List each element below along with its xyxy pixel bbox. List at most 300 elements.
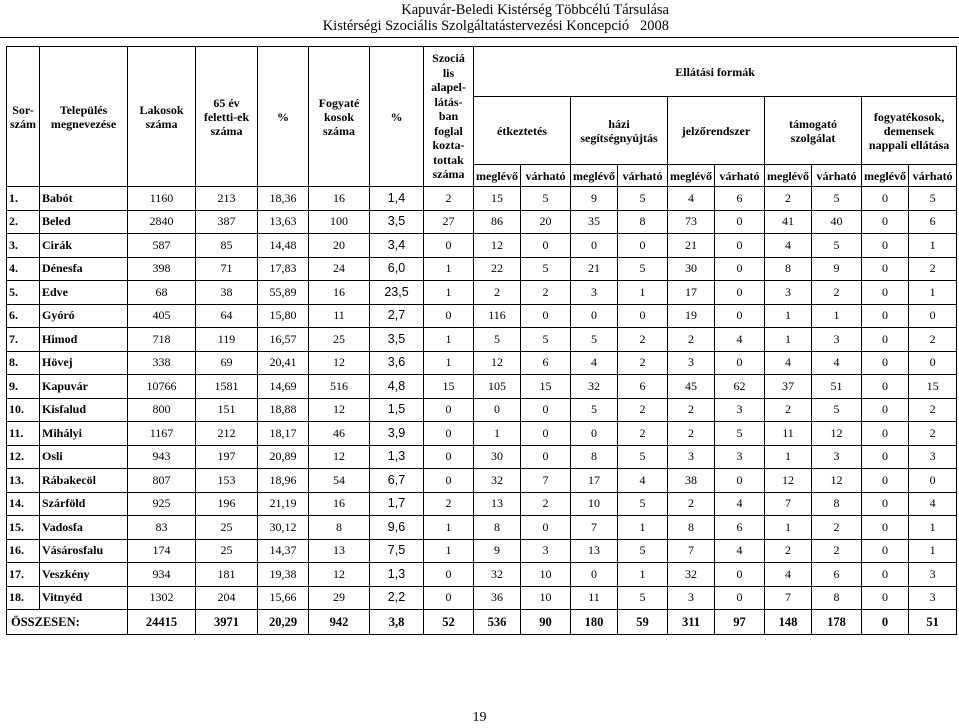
table-row <box>7 539 957 563</box>
over-65-count: 181 <box>196 563 258 587</box>
service-value: 2 <box>668 492 715 516</box>
service-value: 8 <box>474 516 521 540</box>
service-value: 0 <box>862 422 909 446</box>
row-number: 13. <box>7 469 40 493</box>
row-number: 9. <box>7 375 40 399</box>
service-value: 0 <box>862 234 909 258</box>
service-value: 2 <box>424 187 474 211</box>
service-value: 4 <box>715 539 765 563</box>
row-number: 3. <box>7 234 40 258</box>
population: 2840 <box>128 210 196 234</box>
total-service-value: 536 <box>474 610 521 635</box>
row-number: 2. <box>7 210 40 234</box>
service-value: 1 <box>424 516 474 540</box>
over-65-count: 69 <box>196 351 258 375</box>
service-value: 6 <box>715 516 765 540</box>
service-value: 4 <box>765 234 812 258</box>
population: 398 <box>128 257 196 281</box>
service-value: 1 <box>909 516 957 540</box>
service-value: 36 <box>474 586 521 610</box>
disabled-count: 12 <box>309 563 370 587</box>
table-row <box>7 210 957 234</box>
service-value: 7 <box>765 586 812 610</box>
over-65-count: 25 <box>196 516 258 540</box>
population: 174 <box>128 539 196 563</box>
settlement-name: Szárföld <box>40 492 128 516</box>
row-number: 4. <box>7 257 40 281</box>
sub-meglevo: meglévő <box>765 165 812 187</box>
service-value: 15 <box>521 375 571 399</box>
population: 934 <box>128 563 196 587</box>
service-value: 1 <box>424 328 474 352</box>
over-65-count: 151 <box>196 398 258 422</box>
col-etkeztetes: étkeztetés <box>474 97 571 165</box>
service-value: 5 <box>715 422 765 446</box>
service-value: 7 <box>571 516 618 540</box>
service-value: 0 <box>521 516 571 540</box>
col-tamogato: támogató szolgálat <box>765 97 862 165</box>
service-value: 1 <box>424 281 474 305</box>
row-number: 11. <box>7 422 40 446</box>
total-disabled: 942 <box>309 610 370 635</box>
row-number: 12. <box>7 445 40 469</box>
total-label: ÖSSZESEN: <box>7 610 128 635</box>
settlement-name: Dénesfa <box>40 257 128 281</box>
settlement-name: Gyóró <box>40 304 128 328</box>
disabled-count: 11 <box>309 304 370 328</box>
table-row <box>7 422 957 446</box>
total-population: 24415 <box>128 610 196 635</box>
settlement-name: Babót <box>40 187 128 211</box>
population: 10766 <box>128 375 196 399</box>
disabled-percent: 6,7 <box>370 469 424 493</box>
settlement-name: Edve <box>40 281 128 305</box>
service-value: 2 <box>812 516 862 540</box>
service-value: 7 <box>668 539 715 563</box>
service-value: 2 <box>474 281 521 305</box>
total-service-value: 52 <box>424 610 474 635</box>
service-value: 62 <box>715 375 765 399</box>
service-value: 0 <box>862 469 909 493</box>
service-value: 0 <box>862 351 909 375</box>
service-value: 8 <box>812 586 862 610</box>
service-value: 0 <box>715 281 765 305</box>
col-jelzorendszer: jelzőrendszer <box>668 97 765 165</box>
service-value: 6 <box>909 210 957 234</box>
service-value: 1 <box>618 516 668 540</box>
service-value: 1 <box>765 304 812 328</box>
service-value: 0 <box>521 234 571 258</box>
service-value: 6 <box>521 351 571 375</box>
header-rule <box>0 37 959 38</box>
service-value: 0 <box>862 539 909 563</box>
service-value: 22 <box>474 257 521 281</box>
over-65-percent: 15,66 <box>258 586 309 610</box>
service-value: 0 <box>862 281 909 305</box>
population: 925 <box>128 492 196 516</box>
total-over-65: 3971 <box>196 610 258 635</box>
service-value: 0 <box>521 422 571 446</box>
settlement-name: Veszkény <box>40 563 128 587</box>
disabled-count: 12 <box>309 445 370 469</box>
service-value: 5 <box>618 445 668 469</box>
service-value: 5 <box>618 539 668 563</box>
service-value: 1 <box>424 257 474 281</box>
table-row <box>7 187 957 211</box>
service-value: 4 <box>715 328 765 352</box>
col-hazi: házi segítségnyújtás <box>571 97 668 165</box>
over-65-count: 197 <box>196 445 258 469</box>
settlement-name: Vadosfa <box>40 516 128 540</box>
settlement-name: Kisfalud <box>40 398 128 422</box>
service-value: 3 <box>765 281 812 305</box>
disabled-percent: 1,4 <box>370 187 424 211</box>
service-value: 105 <box>474 375 521 399</box>
col-lakosok: Lakosok száma <box>128 47 196 187</box>
disabled-count: 516 <box>309 375 370 399</box>
settlement-name: Vásárosfalu <box>40 539 128 563</box>
service-value: 2 <box>424 492 474 516</box>
service-value: 1 <box>765 516 812 540</box>
service-value: 3 <box>909 586 957 610</box>
col-sorszam: Sor- szám <box>7 47 40 187</box>
service-value: 6 <box>618 375 668 399</box>
service-value: 0 <box>474 398 521 422</box>
population: 943 <box>128 445 196 469</box>
service-value: 3 <box>715 398 765 422</box>
service-value: 41 <box>765 210 812 234</box>
disabled-count: 16 <box>309 281 370 305</box>
sub-varhato: várható <box>715 165 765 187</box>
header-line-2: Kistérségi Szociális Szolgáltatástervezési Koncepció 2008 <box>322 18 669 34</box>
over-65-percent: 18,88 <box>258 398 309 422</box>
service-value: 7 <box>521 469 571 493</box>
service-value: 4 <box>765 351 812 375</box>
sub-meglevo: meglévő <box>474 165 521 187</box>
population: 587 <box>128 234 196 258</box>
service-value: 0 <box>715 257 765 281</box>
over-65-percent: 13,63 <box>258 210 309 234</box>
service-value: 38 <box>668 469 715 493</box>
over-65-count: 71 <box>196 257 258 281</box>
row-number: 18. <box>7 586 40 610</box>
population: 800 <box>128 398 196 422</box>
sub-varhato: várható <box>521 165 571 187</box>
document-header <box>323 2 669 34</box>
service-value: 1 <box>424 351 474 375</box>
disabled-percent: 1,5 <box>370 398 424 422</box>
col-szocialis: Szociá lis alapel-látás-ban foglal kozta-tottak száma <box>424 47 474 187</box>
total-service-value: 148 <box>765 610 812 635</box>
service-value: 2 <box>765 398 812 422</box>
row-number: 8. <box>7 351 40 375</box>
disabled-percent: 9,6 <box>370 516 424 540</box>
population: 718 <box>128 328 196 352</box>
service-value: 5 <box>618 586 668 610</box>
service-value: 0 <box>424 563 474 587</box>
col-ellatasi-formak: Ellátási formák <box>474 47 957 97</box>
service-value: 2 <box>812 281 862 305</box>
over-65-percent: 17,83 <box>258 257 309 281</box>
service-value: 1 <box>909 539 957 563</box>
disabled-count: 20 <box>309 234 370 258</box>
disabled-count: 100 <box>309 210 370 234</box>
disabled-count: 16 <box>309 187 370 211</box>
service-value: 0 <box>618 304 668 328</box>
service-value: 5 <box>618 187 668 211</box>
settlement-name: Cirák <box>40 234 128 258</box>
service-value: 5 <box>618 492 668 516</box>
total-row <box>7 610 957 635</box>
table-row <box>7 563 957 587</box>
service-value: 0 <box>715 234 765 258</box>
service-value: 1 <box>909 234 957 258</box>
table-row <box>7 586 957 610</box>
over-65-percent: 18,36 <box>258 187 309 211</box>
disabled-percent: 6,0 <box>370 257 424 281</box>
service-value: 35 <box>571 210 618 234</box>
total-service-value: 97 <box>715 610 765 635</box>
service-value: 2 <box>668 328 715 352</box>
over-65-count: 153 <box>196 469 258 493</box>
total-service-value: 311 <box>668 610 715 635</box>
over-65-count: 196 <box>196 492 258 516</box>
row-number: 10. <box>7 398 40 422</box>
service-value: 3 <box>909 445 957 469</box>
service-value: 2 <box>668 422 715 446</box>
service-value: 32 <box>668 563 715 587</box>
settlement-name: Hövej <box>40 351 128 375</box>
service-value: 0 <box>618 234 668 258</box>
service-value: 32 <box>474 563 521 587</box>
total-service-value: 0 <box>862 610 909 635</box>
service-value: 0 <box>571 234 618 258</box>
disabled-percent: 1,3 <box>370 563 424 587</box>
service-value: 3 <box>668 586 715 610</box>
service-value: 1 <box>765 328 812 352</box>
service-value: 1 <box>424 539 474 563</box>
service-value: 30 <box>474 445 521 469</box>
service-value: 2 <box>765 187 812 211</box>
row-number: 5. <box>7 281 40 305</box>
table-row <box>7 516 957 540</box>
row-number: 14. <box>7 492 40 516</box>
disabled-percent: 3,5 <box>370 210 424 234</box>
col-telepules: Település megnevezése <box>40 47 128 187</box>
service-value: 9 <box>812 257 862 281</box>
service-value: 3 <box>812 445 862 469</box>
service-value: 2 <box>668 398 715 422</box>
disabled-percent: 3,5 <box>370 328 424 352</box>
disabled-percent: 3,9 <box>370 422 424 446</box>
service-value: 11 <box>571 586 618 610</box>
service-value: 27 <box>424 210 474 234</box>
population: 405 <box>128 304 196 328</box>
disabled-percent: 3,4 <box>370 234 424 258</box>
total-disabled-percent: 3,8 <box>370 610 424 635</box>
row-number: 17. <box>7 563 40 587</box>
table-row <box>7 257 957 281</box>
service-value: 4 <box>909 492 957 516</box>
disabled-count: 25 <box>309 328 370 352</box>
over-65-count: 119 <box>196 328 258 352</box>
service-value: 12 <box>812 422 862 446</box>
service-value: 73 <box>668 210 715 234</box>
service-value: 5 <box>909 187 957 211</box>
service-value: 2 <box>909 422 957 446</box>
service-value: 6 <box>715 187 765 211</box>
over-65-count: 64 <box>196 304 258 328</box>
disabled-count: 24 <box>309 257 370 281</box>
settlement-name: Rábakecöl <box>40 469 128 493</box>
service-value: 9 <box>474 539 521 563</box>
service-value: 0 <box>424 586 474 610</box>
service-value: 15 <box>909 375 957 399</box>
service-value: 4 <box>765 563 812 587</box>
population: 68 <box>128 281 196 305</box>
service-value: 0 <box>909 469 957 493</box>
total-service-value: 90 <box>521 610 571 635</box>
service-value: 0 <box>424 398 474 422</box>
sub-varhato: várható <box>618 165 668 187</box>
service-value: 0 <box>424 234 474 258</box>
over-65-percent: 55,89 <box>258 281 309 305</box>
service-value: 7 <box>765 492 812 516</box>
service-value: 45 <box>668 375 715 399</box>
disabled-percent: 4,8 <box>370 375 424 399</box>
service-value: 12 <box>474 234 521 258</box>
service-value: 2 <box>618 422 668 446</box>
col-pct-1: % <box>258 47 309 187</box>
disabled-count: 54 <box>309 469 370 493</box>
disabled-count: 12 <box>309 398 370 422</box>
service-value: 0 <box>521 398 571 422</box>
over-65-count: 1581 <box>196 375 258 399</box>
service-value: 10 <box>521 563 571 587</box>
service-value: 2 <box>812 539 862 563</box>
service-value: 4 <box>812 351 862 375</box>
total-service-value: 178 <box>812 610 862 635</box>
population: 83 <box>128 516 196 540</box>
service-value: 32 <box>571 375 618 399</box>
over-65-percent: 15,80 <box>258 304 309 328</box>
disabled-count: 16 <box>309 492 370 516</box>
population: 338 <box>128 351 196 375</box>
service-value: 0 <box>862 586 909 610</box>
service-value: 5 <box>521 328 571 352</box>
service-value: 0 <box>862 563 909 587</box>
service-value: 4 <box>571 351 618 375</box>
total-service-value: 59 <box>618 610 668 635</box>
settlement-name: Kapuvár <box>40 375 128 399</box>
service-value: 1 <box>618 563 668 587</box>
service-value: 15 <box>474 187 521 211</box>
table-row <box>7 351 957 375</box>
service-value: 5 <box>474 328 521 352</box>
service-value: 0 <box>715 469 765 493</box>
disabled-count: 8 <box>309 516 370 540</box>
service-value: 1 <box>812 304 862 328</box>
disabled-percent: 7,5 <box>370 539 424 563</box>
over-65-percent: 30,12 <box>258 516 309 540</box>
service-value: 2 <box>618 351 668 375</box>
over-65-count: 212 <box>196 422 258 446</box>
table-row <box>7 492 957 516</box>
service-value: 2 <box>521 492 571 516</box>
table-row <box>7 281 957 305</box>
service-value: 0 <box>909 304 957 328</box>
disabled-percent: 1,7 <box>370 492 424 516</box>
service-value: 1 <box>909 281 957 305</box>
service-value: 86 <box>474 210 521 234</box>
total-service-value: 180 <box>571 610 618 635</box>
service-value: 2 <box>521 281 571 305</box>
service-value: 8 <box>668 516 715 540</box>
service-value: 0 <box>909 351 957 375</box>
service-value: 0 <box>862 210 909 234</box>
service-value: 17 <box>571 469 618 493</box>
service-value: 12 <box>474 351 521 375</box>
sub-varhato: várható <box>909 165 957 187</box>
table-row <box>7 445 957 469</box>
service-value: 8 <box>812 492 862 516</box>
service-value: 9 <box>571 187 618 211</box>
service-value: 0 <box>862 375 909 399</box>
service-value: 40 <box>812 210 862 234</box>
col-fogyatekosok: Fogyaté kosok száma <box>309 47 370 187</box>
service-value: 0 <box>862 492 909 516</box>
service-value: 13 <box>571 539 618 563</box>
sub-meglevo: meglévő <box>668 165 715 187</box>
service-value: 1 <box>618 281 668 305</box>
over-65-percent: 20,41 <box>258 351 309 375</box>
settlement-name: Himod <box>40 328 128 352</box>
service-value: 0 <box>424 304 474 328</box>
service-value: 0 <box>862 187 909 211</box>
over-65-count: 38 <box>196 281 258 305</box>
service-value: 4 <box>618 469 668 493</box>
population: 807 <box>128 469 196 493</box>
over-65-percent: 14,48 <box>258 234 309 258</box>
service-value: 5 <box>618 257 668 281</box>
service-value: 0 <box>571 422 618 446</box>
service-value: 0 <box>715 210 765 234</box>
settlement-name: Beled <box>40 210 128 234</box>
service-value: 12 <box>812 469 862 493</box>
service-value: 2 <box>765 539 812 563</box>
over-65-count: 25 <box>196 539 258 563</box>
service-value: 8 <box>571 445 618 469</box>
over-65-percent: 19,38 <box>258 563 309 587</box>
service-value: 21 <box>571 257 618 281</box>
service-value: 19 <box>668 304 715 328</box>
service-value: 0 <box>715 563 765 587</box>
service-value: 0 <box>571 563 618 587</box>
service-value: 0 <box>521 445 571 469</box>
over-65-percent: 21,19 <box>258 492 309 516</box>
service-value: 4 <box>668 187 715 211</box>
service-value: 5 <box>812 398 862 422</box>
over-65-percent: 18,17 <box>258 422 309 446</box>
row-number: 7. <box>7 328 40 352</box>
service-value: 3 <box>521 539 571 563</box>
sub-meglevo: meglévő <box>571 165 618 187</box>
service-value: 0 <box>424 422 474 446</box>
service-value: 6 <box>812 563 862 587</box>
service-value: 3 <box>668 445 715 469</box>
over-65-count: 204 <box>196 586 258 610</box>
service-value: 5 <box>521 257 571 281</box>
